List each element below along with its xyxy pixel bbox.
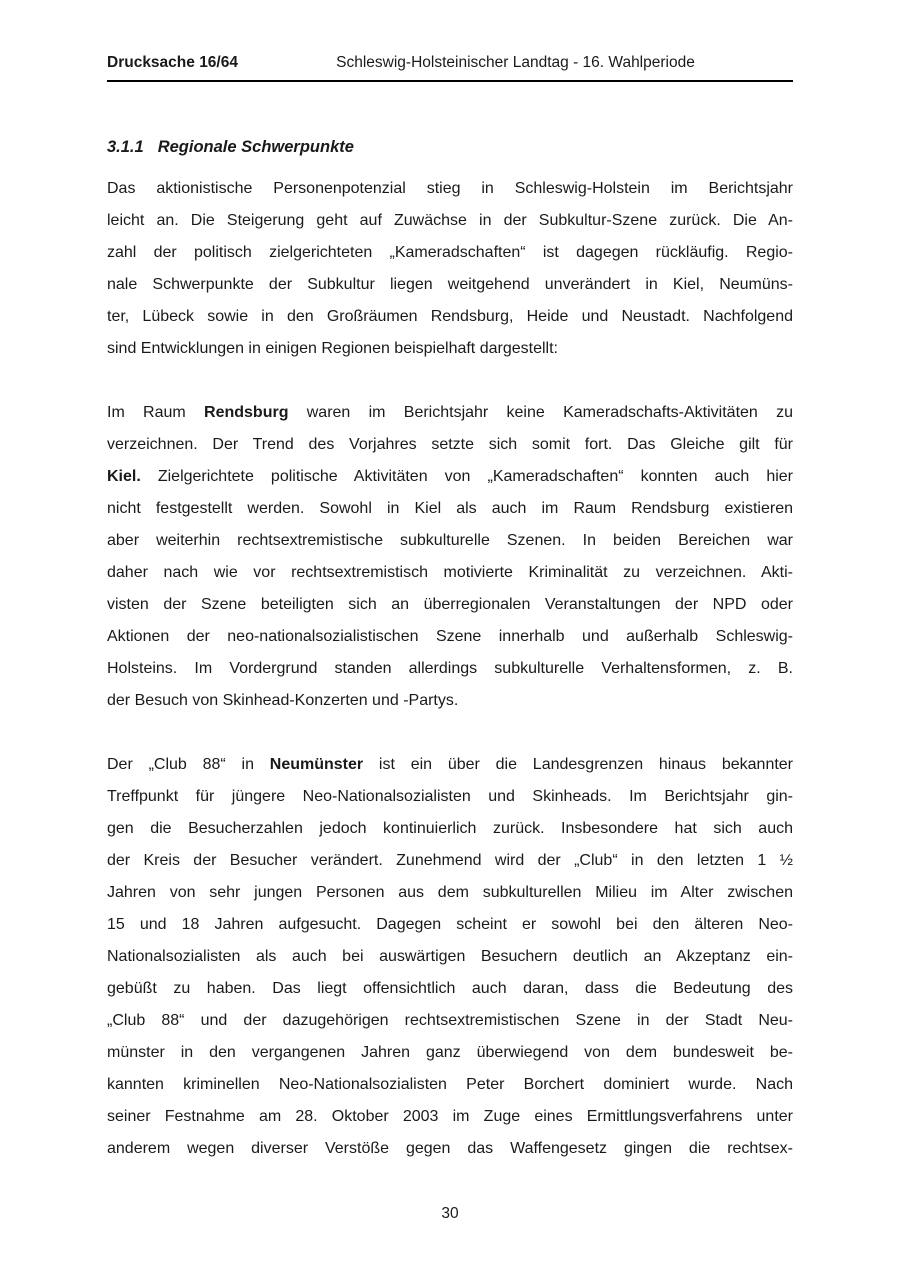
- document-body: [107, 173, 793, 1165]
- text-line: zahl der politisch zielgerichteten „Kameradschaften“ ist dagegen rückläufig. Regio-: [107, 244, 793, 261]
- text-line: münster in den vergangenen Jahren ganz überwiegend von dem bundesweit be-: [107, 1044, 793, 1061]
- text-line: Jahren von sehr jungen Personen aus dem subkulturellen Milieu im Alter zwischen: [107, 884, 793, 901]
- text-line: „Club 88“ und der dazugehörigen rechtsextremistischen Szene in der Stadt Neu-: [107, 1012, 793, 1029]
- text-line: 15 und 18 Jahren aufgesucht. Dagegen scheint er sowohl bei den älteren Neo-: [107, 916, 793, 933]
- text-line: Holsteins. Im Vordergrund standen allerdings subkulturelle Verhaltensformen, z. B.: [107, 660, 793, 677]
- page-header: [107, 53, 793, 82]
- text-line: sind Entwicklungen in einigen Regionen beispielhaft dargestellt:: [107, 340, 558, 357]
- section-heading: [107, 131, 793, 163]
- text-line: nicht festgestellt werden. Sowohl in Kiel als auch im Raum Rendsburg existieren: [107, 500, 793, 517]
- text-line: Das aktionistische Personenpotenzial stieg in Schleswig-Holstein im Berichtsjahr: [107, 180, 793, 197]
- text-line: anderem wegen diverser Verstöße gegen das Waffengesetz gingen die rechtsex-: [107, 1140, 793, 1157]
- text-line: visten der Szene beteiligten sich an überregionalen Veranstaltungen der NPD oder: [107, 596, 793, 613]
- document-title: Schleswig-Holsteinischer Landtag - 16. Wahlperiode: [336, 54, 695, 71]
- bold-text: Neumünster: [269, 756, 364, 773]
- text-line: der Besuch von Skinhead-Konzerten und -Partys.: [107, 692, 459, 709]
- paragraph: [107, 397, 793, 717]
- text-line: Aktionen der neo-nationalsozialistischen Szene innerhalb und außerhalb Schleswig-: [107, 628, 793, 645]
- text-line: seiner Festnahme am 28. Oktober 2003 im Zuge eines Ermittlungsverfahrens unter: [107, 1108, 793, 1125]
- section-title: Regionale Schwerpunkte: [157, 138, 354, 156]
- document-number: Drucksache 16/64: [107, 54, 238, 71]
- paragraph: [107, 173, 793, 365]
- text-line: der Kreis der Besucher verändert. Zunehmend wird der „Club“ in den letzten 1 ½: [107, 852, 793, 869]
- text-line: Treffpunkt für jüngere Neo-Nationalsozialisten und Skinheads. Im Berichtsjahr gin-: [107, 788, 793, 805]
- section-number: 3.1.1: [107, 138, 144, 156]
- text-line: Im Raum Rendsburg waren im Berichtsjahr keine Kameradschafts-Aktivitäten zu: [107, 404, 793, 421]
- text-line: aber weiterhin rechtsextremistische subkulturelle Szenen. In beiden Bereichen war: [107, 532, 793, 549]
- text-line: ter, Lübeck sowie in den Großräumen Rendsburg, Heide und Neustadt. Nachfolgend: [107, 308, 793, 325]
- text-line: Der „Club 88“ in Neumünster ist ein über die Landesgrenzen hinaus bekannter: [107, 756, 794, 773]
- paragraph: [107, 749, 793, 1165]
- text-line: gen die Besucherzahlen jedoch kontinuierlich zurück. Insbesondere hat sich auch: [107, 820, 793, 837]
- text-line: daher nach wie vor rechtsextremistisch motivierte Kriminalität zu verzeichnen. Akti-: [107, 564, 793, 581]
- text-line: gebüßt zu haben. Das liegt offensichtlich auch daran, dass die Bedeutung des: [107, 980, 793, 997]
- page-number: 30: [441, 1205, 459, 1222]
- text-line: Nationalsozialisten als auch bei auswärtigen Besuchern deutlich an Akzeptanz ein-: [107, 948, 793, 965]
- text-line: nale Schwerpunkte der Subkultur liegen weitgehend unverändert in Kiel, Neumüns-: [107, 276, 793, 293]
- text-line: kannten kriminellen Neo-Nationalsozialisten Peter Borchert dominiert wurde. Nach: [107, 1076, 793, 1093]
- bold-text: Rendsburg: [204, 404, 289, 421]
- page-footer: [0, 1205, 900, 1223]
- text-line: Kiel. Zielgerichtete politische Aktivitäten von „Kameradschaften“ konnten auch hier: [107, 468, 793, 485]
- text-line: verzeichnen. Der Trend des Vorjahres setzte sich somit fort. Das Gleiche gilt für: [107, 436, 793, 453]
- bold-text: Kiel.: [107, 468, 141, 485]
- text-line: leicht an. Die Steigerung geht auf Zuwächse in der Subkultur-Szene zurück. Die An-: [107, 212, 793, 229]
